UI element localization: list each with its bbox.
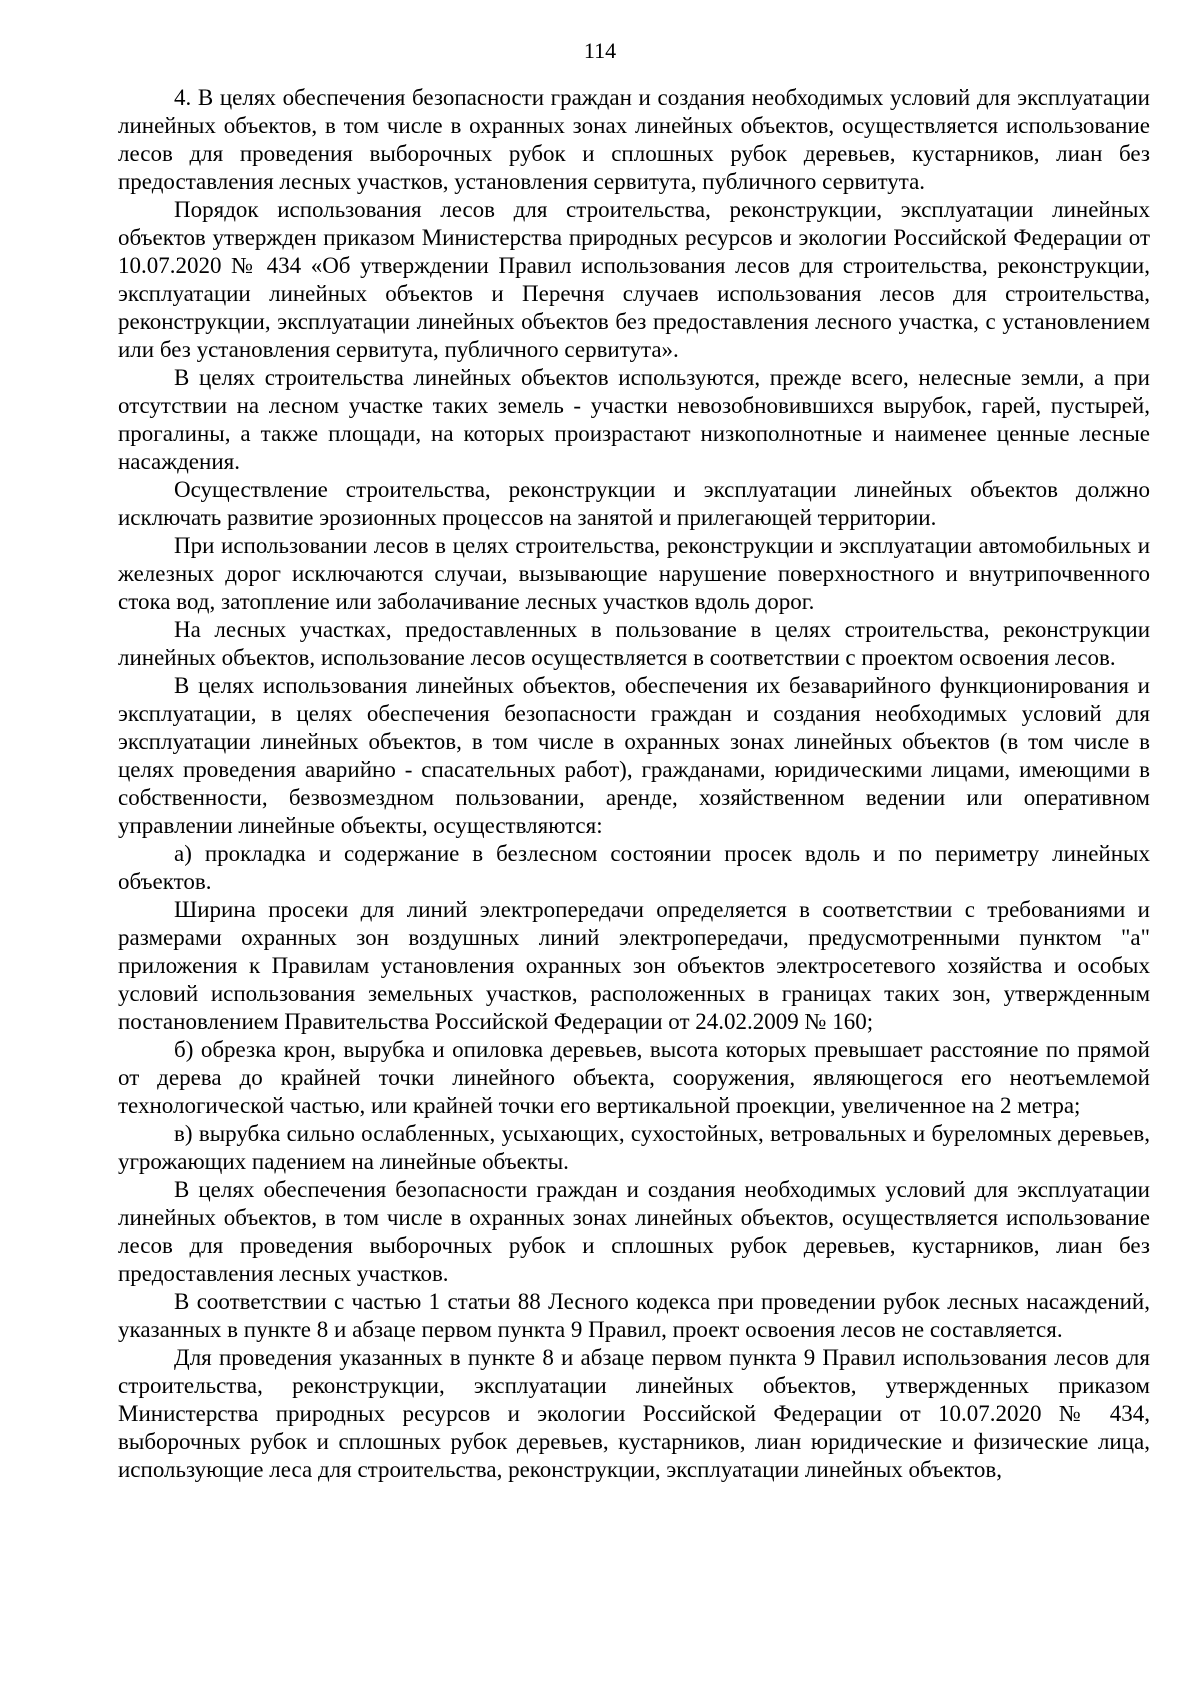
paragraph-12: В целях обеспечения безопасности граждан и создания необходимых условий для эксплуатации линейных объектов, в том числе в охранных зонах линейных объектов, осуществляется использование лесов для проведения выборочных рубок и сплошных рубок деревьев, кустарников, лиан без предоставления лесных участков. (118, 1177, 1150, 1286)
paragraph-9: Ширина просеки для линий электропередачи определяется в соответствии с требованиями и размерами охранных зон воздушных линий электропередачи, предусмотренными пунктом "а" приложения к Правилам установления охранных зон объектов электросетевого хозяйства и особых условий использования земельных участков, расположенных в границах таких зон, утвержденным постановлением Правительства Российской Федерации от 24.02.2009 № 160; (118, 897, 1150, 1034)
paragraph-7: В целях использования линейных объектов, обеспечения их безаварийного функционирования и эксплуатации, в целях обеспечения безопасности граждан и создания необходимых условий для эксплуатации линейных объектов, в том числе в охранных зонах линейных объектов (в том числе в целях проведения аварийно - спасательных работ), гражданами, юридическими лицами, имеющими в собственности, безвозмездном пользовании, аренде, хозяйственном ведении или оперативном управлении линейные объекты, осуществляются: (118, 673, 1150, 838)
paragraph-14: Для проведения указанных в пункте 8 и абзаце первом пункта 9 Правил использования лесов для строительства, реконструкции, эксплуатации линейных объектов, утвержденных приказом Министерства природных ресурсов и экологии Российской Федерации от 10.07.2020 № 434, выборочных рубок и сплошных рубок деревьев, кустарников, лиан юридические и физические лица, использующие леса для строительства, реконструкции, эксплуатации линейных объектов, (118, 1345, 1150, 1482)
paragraph-1: 4. В целях обеспечения безопасности граждан и создания необходимых условий для эксплуатации линейных объектов, в том числе в охранных зонах линейных объектов, осуществляется использование лесов для проведения выборочных рубок и сплошных рубок деревьев, кустарников, лиан без предоставления лесных участков, установления сервитута, публичного сервитута. (118, 85, 1150, 194)
paragraph-11: в) вырубка сильно ослабленных, усыхающих, сухостойных, ветровальных и буреломных деревьев, угрожающих падением на линейные объекты. (118, 1121, 1150, 1174)
paragraph-6: На лесных участках, предоставленных в пользование в целях строительства, реконструкции линейных объектов, использование лесов осуществляется в соответствии с проектом освоения лесов. (118, 617, 1150, 670)
page-number: 114 (583, 38, 617, 63)
paragraph-5: При использовании лесов в целях строительства, реконструкции и эксплуатации автомобильных и железных дорог исключаются случаи, вызывающие нарушение поверхностного и внутрипочвенного стока вод, затопление или заболачивание лесных участков вдоль дорог. (118, 533, 1150, 614)
paragraph-2: Порядок использования лесов для строительства, реконструкции, эксплуатации линейных объектов утвержден приказом Министерства природных ресурсов и экологии Российской Федерации от 10.07.2020 № 434 «Об утверждении Правил использования лесов для строительства, реконструкции, эксплуатации линейных объектов и Перечня случаев использования лесов для строительства, реконструкции, эксплуатации линейных объектов без предоставления лесного участка, с установлением или без установления сервитута, публичного сервитута». (118, 197, 1150, 362)
page-body (118, 84, 1150, 1484)
paragraph-4: Осуществление строительства, реконструкции и эксплуатации линейных объектов должно исключать развитие эрозионных процессов на занятой и прилегающей территории. (118, 477, 1150, 530)
paragraph-3: В целях строительства линейных объектов используются, прежде всего, нелесные земли, а при отсутствии на лесном участке таких земель - участки невозобновившихся вырубок, гарей, пустырей, прогалины, а также площади, на которых произрастают низкополнотные и наименее ценные лесные насаждения. (118, 365, 1150, 474)
paragraph-10: б) обрезка крон, вырубка и опиловка деревьев, высота которых превышает расстояние по прямой от дерева до крайней точки линейного объекта, сооружения, являющегося его неотъемлемой технологической частью, или крайней точки его вертикальной проекции, увеличенное на 2 метра; (118, 1037, 1150, 1118)
paragraph-13: В соответствии с частью 1 статьи 88 Лесного кодекса при проведении рубок лесных насаждений, указанных в пункте 8 и абзаце первом пункта 9 Правил, проект освоения лесов не составляется. (118, 1289, 1150, 1342)
paragraph-8: а) прокладка и содержание в безлесном состоянии просек вдоль и по периметру линейных объектов. (118, 841, 1150, 894)
